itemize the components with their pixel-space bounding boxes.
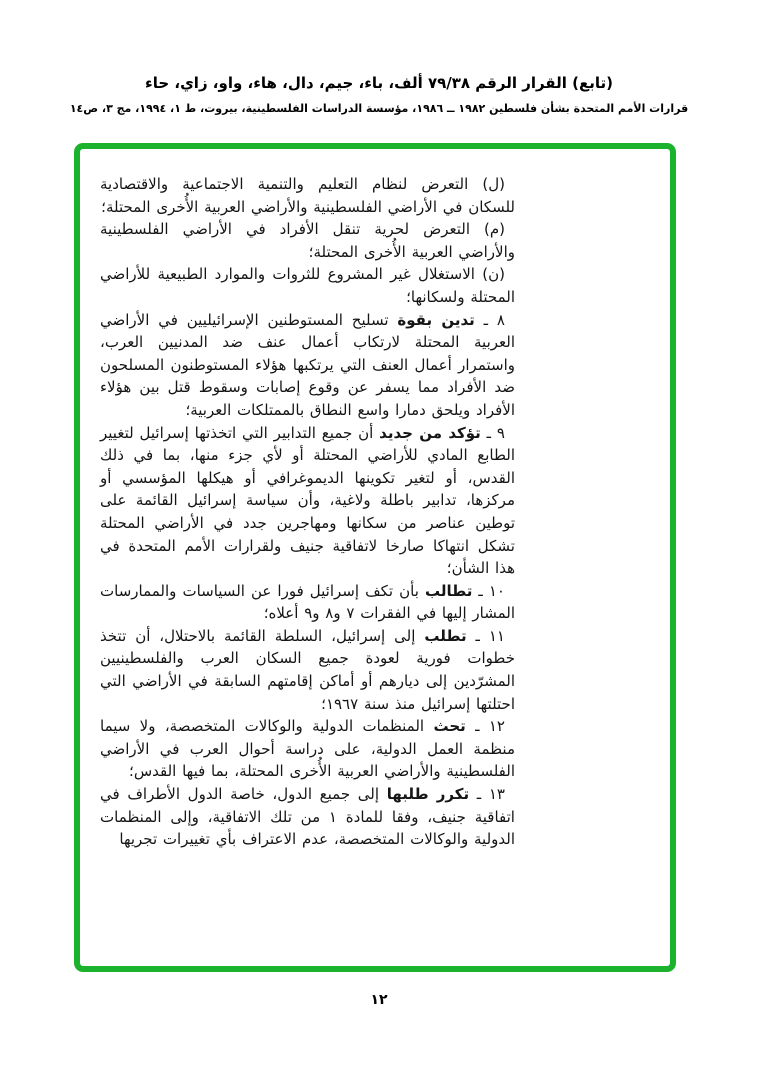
body-paragraph-10: [100, 580, 515, 625]
paragraph-text: الاستغلال غير المشروع للثروات والموارد الطبيعية للأراضي المحتلة ولسكانها؛: [100, 265, 515, 306]
body-paragraph-m: [100, 218, 515, 263]
body-paragraph-9: [100, 422, 515, 580]
document-source-citation: قرارات الأمم المتحدة بشأن فلسطين ١٩٨٢ ــ ١٩٨٦، مؤسسة الدراسات الفلسطينية، بيروت، ط ١، ١٩٩٤، مج ٣، ص١٤: [69, 102, 689, 115]
content-frame: [74, 143, 676, 972]
paragraph-marker: ١٢ ـ: [475, 717, 505, 736]
body-paragraph-13: [100, 783, 515, 851]
paragraph-text: إلى إسرائيل، السلطة القائمة بالاحتلال، أن تتخذ خطوات فورية لعودة جميع السكان العرب والفلسطينيين المشرّدين إلى ديارهم أو أماكن إقامتهم السابقة في الأراضي التي احتلتها إسرائيل منذ سنة ١٩٦٧؛: [100, 626, 515, 713]
paragraph-text: المنظمات الدولية والوكالات المتخصصة، ولا سيما منظمة العمل الدولية، على دراسة أحوال العرب في الأراضي الفلسطينية والأراضي العربية الأُخرى المحتلة، بما فيها القدس؛: [100, 717, 515, 781]
paragraph-marker: ١٠ ـ: [478, 581, 505, 600]
paragraph-lead: تطالب: [424, 581, 473, 600]
paragraph-text: أن جميع التدابير التي اتخذتها إسرائيل لتغيير الطابع المادي للأراضي المحتلة أو لأي جزء منها، بما في ذلك القدس، أو لتغير تكوينها الديموغرافي أو هيكلها المؤسسي أو مركزها، تدابير باطلة ولاغية، وأن سياسة إسرائيل القائمة على توطين عناصر من سكانها ومهاجرين جدد في الأراضي المحتلة تشكل انتهاكا صارخا لاتفاقية جنيف ولقرارات الأمم المتحدة في هذا الشأن؛: [100, 423, 515, 578]
body-text-column: [100, 173, 515, 851]
body-paragraph-l: [100, 173, 515, 218]
paragraph-marker: ١٣ ـ: [476, 785, 505, 804]
paragraph-lead: تؤكد من جديد: [379, 423, 481, 442]
page-number: ١٢: [370, 992, 388, 1008]
paragraph-marker: (ن): [482, 265, 505, 284]
paragraph-text: تسليح المستوطنين الإسرائيليين في الأراضي العربية المحتلة لارتكاب أعمال عنف ضد المدنيين العرب، واستمرار أعمال العنف التي يرتكبها هؤلاء المستوطنون المسلحون ضد الأفراد مما يسفر عن وقوع إصابات وسقوط قتل بين هؤلاء الأفراد ويلحق دمارا واسع النطاق بالممتلكات العربية؛: [100, 310, 515, 419]
paragraph-text: بأن تكف إسرائيل فورا عن السياسات والممارسات المشار إليها في الفقرات ٧ و٨ و٩ أعلاه؛: [100, 581, 515, 623]
paragraph-text: إلى جميع الدول، خاصة الدول الأطراف في اتفاقية جنيف، وفقا للمادة ١ من تلك الاتفاقية، وإلى المنظمات الدولية والوكالات المتخصصة، عدم الاعتراف بأي تغييرات تجريها: [100, 785, 515, 849]
paragraph-marker: (م): [484, 220, 505, 239]
body-paragraph-12: [100, 715, 515, 783]
paragraph-marker: (ل): [482, 175, 505, 193]
paragraph-text: التعرض لنظام التعليم والتنمية الاجتماعية والاقتصادية للسكان في الأراضي الفلسطينية والأراضي العربية الأُخرى المحتلة؛: [100, 175, 515, 216]
document-title: (تابع) القرار الرقم ٧٩/٣٨ ألف، باء، جيم، دال، هاء، واو، زاي، حاء: [145, 74, 613, 92]
body-paragraph-11: [100, 625, 515, 715]
paragraph-lead: تطلب: [424, 626, 467, 645]
paragraph-text: التعرض لحرية تنقل الأفراد في الأراضي الفلسطينية والأراضي العربية الأُخرى المحتلة؛: [100, 220, 515, 261]
paragraph-marker: ٨ ـ: [483, 310, 505, 329]
paragraph-marker: ٩ ـ: [486, 423, 505, 442]
paragraph-lead: تكرر طلبها: [386, 785, 470, 804]
body-paragraph-n: [100, 263, 515, 308]
paragraph-lead: تحث: [433, 717, 466, 736]
body-paragraph-8: [100, 309, 515, 422]
paragraph-lead: تدين بقوة: [397, 310, 475, 329]
paragraph-marker: ١١ ـ: [475, 626, 505, 645]
